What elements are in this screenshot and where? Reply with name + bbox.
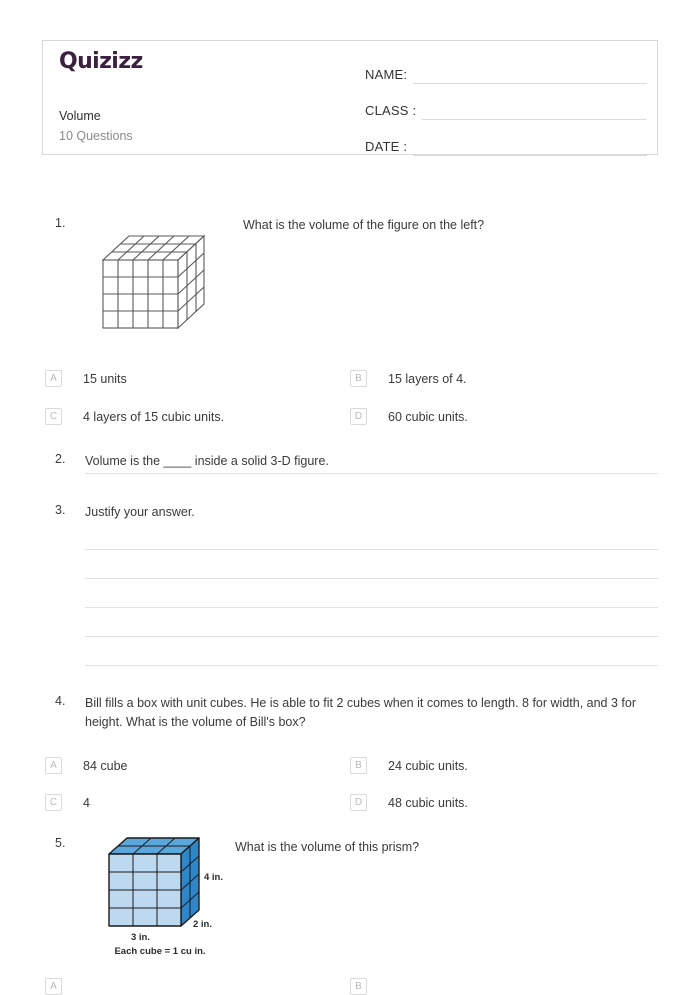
option-text: 48 cubic units.	[388, 795, 468, 810]
question-5-option-b[interactable]	[350, 978, 388, 995]
option-letter: B	[350, 978, 367, 995]
question-4-option-d[interactable]	[350, 794, 468, 811]
question-4-option-b[interactable]	[350, 757, 468, 774]
question-5-text: What is the volume of this prism?	[235, 840, 420, 854]
question-4-text: Bill fills a box with unit cubes. He is able to fit 2 cubes when it comes to length. 8 for width, and 3 for height. What is the volume of Bill's box?	[85, 696, 636, 730]
prism-height-label: 4 in.	[204, 872, 224, 883]
prism-caption: Each cube = 1 cu in.	[114, 946, 206, 957]
question-3-text: Justify your answer.	[85, 505, 195, 519]
option-text: 4	[83, 795, 90, 810]
name-input-line[interactable]	[413, 63, 647, 84]
option-text: 24 cubic units.	[388, 758, 468, 773]
class-field-row	[365, 89, 647, 120]
question-3-answer-line-4[interactable]	[85, 636, 658, 637]
question-3-number: 3.	[55, 503, 66, 517]
option-letter: B	[350, 370, 367, 387]
class-label: CLASS :	[365, 103, 417, 118]
blue-prism-figure	[105, 832, 245, 947]
option-text: 4 layers of 15 cubic units.	[83, 409, 225, 424]
option-letter: C	[45, 794, 62, 811]
question-1-option-c[interactable]	[45, 408, 224, 425]
option-text: 15 layers of 4.	[388, 371, 467, 386]
unit-cube-figure	[95, 218, 210, 338]
date-input-line[interactable]	[413, 135, 647, 156]
blue-prism-svg	[105, 832, 245, 942]
question-3-answer-line-1[interactable]	[85, 549, 658, 550]
option-letter: D	[350, 408, 367, 425]
unit-cube-svg	[95, 218, 210, 333]
option-text: 60 cubic units.	[388, 409, 468, 424]
option-letter: D	[350, 794, 367, 811]
prism-depth-label: 2 in.	[193, 919, 213, 930]
student-info-fields	[365, 53, 647, 161]
class-input-line[interactable]	[422, 99, 647, 120]
question-1-number: 1.	[55, 216, 66, 230]
quizizz-logo: Quizizz	[59, 49, 143, 74]
option-letter: B	[350, 757, 367, 774]
question-2-number: 2.	[55, 452, 66, 466]
question-3-answer-line-3[interactable]	[85, 607, 658, 608]
worksheet-header	[42, 40, 658, 155]
quiz-title: Volume	[59, 109, 101, 123]
question-1-text: What is the volume of the figure on the left?	[243, 218, 485, 232]
question-5-number: 5.	[55, 836, 66, 850]
header-left-column	[59, 51, 359, 73]
name-label: NAME:	[365, 67, 408, 82]
question-2-answer-line[interactable]	[85, 473, 658, 474]
option-text: 15 units	[83, 371, 127, 386]
date-label: DATE :	[365, 139, 408, 154]
option-letter: A	[45, 370, 62, 387]
question-4-number: 4.	[55, 694, 66, 708]
question-3-answer-line-2[interactable]	[85, 578, 658, 579]
question-1-option-b[interactable]	[350, 370, 467, 387]
option-letter: A	[45, 978, 62, 995]
question-3-answer-line-5[interactable]	[85, 665, 658, 666]
prism-width-label: 3 in.	[131, 932, 151, 942]
question-4-option-a[interactable]	[45, 757, 127, 774]
question-2-text: Volume is the ____ inside a solid 3-D figure.	[85, 454, 329, 468]
option-text: 84 cube	[83, 758, 128, 773]
question-5-option-a[interactable]	[45, 978, 83, 995]
name-field-row	[365, 53, 647, 84]
option-letter: C	[45, 408, 62, 425]
question-4-option-c[interactable]	[45, 794, 90, 811]
question-1-option-a[interactable]	[45, 370, 127, 387]
quiz-question-count: 10 Questions	[59, 129, 133, 143]
question-1-option-d[interactable]	[350, 408, 468, 425]
option-letter: A	[45, 757, 62, 774]
date-field-row	[365, 125, 647, 156]
